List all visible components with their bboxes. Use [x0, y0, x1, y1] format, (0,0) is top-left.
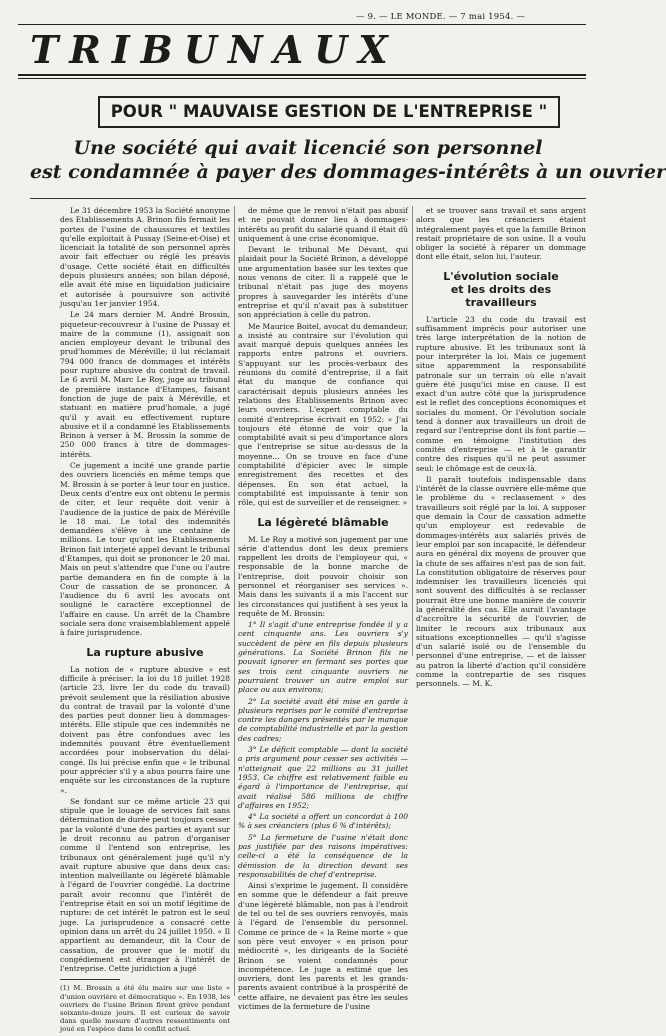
footnote-rule	[60, 979, 120, 980]
paragraph: Ainsi s'exprime le jugement. Il considère en somme que le défendeur a fait preuve d'une légèreté blâmable, non pas à l'endroit de tel ou tel de ses ouvriers renvoyés, mais à l'égard de l'ensemble du personnel. Comme ce prince de « la Reine morte » que son père veut envoyer « en prison pour médiocrité », les dirigeants de la Société Brinon se voient condamnés pour incompétence. Le juge a estimé que les ouvriers, dont les parents et les grands-parents avaient contribué à la prospérité de cette affaire, ne devaient pas être les seules victimes de la fermeture de l'usine	[238, 881, 408, 1012]
folio-line: — 9. — LE MONDE. — 7 mai 1954. —	[356, 12, 526, 22]
paragraph: Me Maurice Boitel, avocat du demandeur, a insisté au contraire sur l'évolution qui avait marqué depuis quelques années les rapports entre patrons et ouvriers. S'appuyant sur les procès-verbaux des réunions du comité d'entreprise, il a fait état du manque de confiance qui caractérisait depuis plusieurs années les relations des Etablissements Brinon avec leurs ouvriers. L'expert comptable du comité d'entreprise écrivait en 1952: « J'ai toujours été étonné de voir que la comptabilité avait si peu d'importance alors que l'entreprise se situe au-dessus de la moyenne... On se trouve en face d'une comptabilité d'épicier avec le simple enregistrement des recettes et des dépenses. En son état actuel, la comptabilité est impuissante à tenir son rôle, qui est de surveiller et de renseigner. »	[238, 321, 408, 508]
subheading-rupture-abusive: La rupture abusive	[86, 645, 204, 659]
footnote: (1) M. Brossin a été élu maire sur une liste « d'union ouvrière et démocratique ». En 1938, les ouvriers de l'usine Brinon firent grève pendant soixante-douze jours. Il est curieux de savoir dans quelle mesure d'autres ressentiments ont joué en l'espèce dans le conflit actuel.	[60, 984, 230, 1034]
section-rule-thin	[18, 78, 586, 79]
paragraph: Se fondant sur ce même article 23 qui stipule que le louage de services fait sans détermination de durée peut toujours cesser par la volonté d'une des parties et ayant sur le droit reconnu au patron d'organiser comme il l'entend son entreprise, les tribunaux ont généralement jugé qu'il n'y avait rupture abusive que dans deux cas: intention malveillante ou légèreté blâmable à l'égard de l'ouvrier congédié. La doctrine paraît avoir reconnu que l'intérêt de l'entreprise était en soi un motif légitime de rupture: de cet intérêt le patron est le seul juge. La jurisprudence a consacré cette opinion dans un arrêt du 24 juillet 1950. « Il appartient au demandeur, dit la Cour de cassation, de prouver que le motif du congédiement est étranger à l'intérêt de l'entreprise. Cette juridiction a jugé	[60, 796, 231, 974]
paragraph: 1° Il s'agit d'une entreprise fondée il y a cent cinquante ans. Les ouvriers s'y succèdent de père en fils depuis plusieurs générations. La Société Brinon fils ne pouvait ignorer en fermant ses portes que ses trois cent cinquante ouvriers ne pourraient trouver un autre emploi sur place ou aux environs;	[238, 620, 408, 695]
column-divider-1	[234, 206, 235, 996]
paragraph: et se trouver sans travail et sans argent alors que les créanciers étaient intégralement payés et que la famille Brinon restait propriétaire de son usine. Il a voulu obliger la société à réparer un dommage dont elle était, selon lui, l'auteur.	[416, 206, 586, 262]
top-rule	[18, 24, 586, 25]
subheading-evolution-sociale	[416, 270, 586, 309]
paragraph: Le 24 mars dernier M. André Brossin, piqueteur-recouvreur à l'usine de Pussay et maire de la commune (1), assignait son ancien employeur devant le tribunal des prud'hommes de Méréville; il lui réclamait 794 000 francs de dommages et intérêts pour rupture abusive du contrat de travail. Le 6 avril M. Marc Le Roy, juge au tribunal de première instance d'Etampes, faisant fonction de juge de paix à Méréville, et statuant en matière prud'homale, a jugé qu'il y avait eu effectivement rupture abusive et il a condamné les Etablissements Brinon à verser à M. Brossin la somme de 250 000 francs à titre de dommages-intérêts.	[60, 310, 230, 459]
subheading-line-2: et les droits des travailleurs	[450, 282, 552, 309]
paragraph: de même que le renvoi n'était pas abusif et ne pouvait donner lieu à dommages-intérêts au profit du salarié quand il était dû uniquement à une crise économique.	[238, 206, 408, 243]
column-2	[238, 206, 408, 1013]
subheading-legerete-blamable: La légèreté blâmable	[257, 515, 389, 529]
paragraph: L'article 23 du code du travail est suffisamment imprécis pour autoriser une très large interprétation de la notion de rupture abusive. Et les tribunaux sont là pour interpréter la loi. Mais ce jugement situe apparemment la responsabilité patronale sur un terrain où elle n'avait guère été jusqu'ici mise en cause. Il est exact d'un autre côté que la jurisprudence est le reflet des conceptions économiques et sociales du moment. Or l'évolution sociale tend à donner aux travailleurs un droit de regard sur l'entreprise dont ils font partie — comme en témoigne l'institution des comités d'entreprise — et à le garantir contre des risques qu'il ne peut assumer seul: le chômage est de ceux-là.	[416, 314, 586, 473]
section-title: TRIBUNAUX	[30, 27, 399, 72]
paragraph: 2° La société avait été mise en garde à plusieurs reprises par le comité d'entreprise contre les dangers présentés par le manque de comptabilité industrielle et par la gestion des cadres;	[238, 696, 408, 743]
headline-rule	[30, 198, 586, 199]
paragraph: Devant le tribunal Me Dévant, qui plaidait pour la Société Brinon, a développé une argumentation basée sur les textes que nous venons de citer. Il a rappelé que le tribunal n'était pas juge des moyens propres à sauvegarder les intérêts d'une entreprise et qu'il n'avait pas à substituer son appréciation à celle du patron.	[238, 245, 408, 320]
headline-line-2: est condamnée à payer des dommages-intérêts à un ouvrier	[30, 161, 666, 183]
paragraph: 5° La fermeture de l'usine n'était donc pas justifiée par des raisons impératives: celle-ci a été la conséquence de la démission de la direction devant ses responsabilités de chef d'entreprise.	[238, 832, 408, 879]
article-headline	[30, 136, 666, 184]
column-3	[416, 206, 586, 691]
column-1	[60, 206, 230, 1036]
headline-line-1: Une société qui avait licencié son personnel	[73, 137, 543, 159]
paragraph: Il paraît toutefois indispensable dans l'intérêt de la classe ouvrière elle-même que le problème du « reclassement » des travailleurs soit réglé par la loi. A supposer que demain la Cour de cassation admette qu'un employeur est redevable de dommages-intérêts aux salariés privés de leur emploi par son incapacité, le défendeur aura en général dix moyens de prouver que la chute de ses affaires n'est pas de son fait. La constitution obligatoire de réserves pour indemniser les travailleurs licenciés qui sont souvent des difficultés à se reclasser pourrait être une bonne manière de couvrir la généralité des cas. Elle aurait l'avantage d'accroître la sécurité de l'ouvrier, de limiter le recours aux tribunaux aux situations exceptionnelles — qu'il s'agisse d'un salarié isolé ou de l'ensemble du personnel d'une entreprise, — et de laisser au patron la liberté d'action qu'il considère comme la contrepartie de ses risques personnels. — M. K.	[416, 474, 586, 689]
paragraph: La notion de « rupture abusive » est difficile à préciser: la loi du 18 juillet 1928 (article 23, livre Ier du code du travail) prévoit seulement que la résiliation abusive du contrat de travail par la volonté d'une des parties peut donner lieu à dommages-intérêts. Elle stipule que ces indemnités ne doivent pas être confondues avec les indemnités pouvant être éventuellement accordées pour inobservation du délai-congé. Ils lui précise enfin que « le tribunal pour apprécier s'il y a abus pourra faire une enquête sur les circonstances de la rupture ».	[60, 664, 230, 795]
article-kicker: POUR " MAUVAISE GESTION DE L'ENTREPRISE "	[110, 102, 548, 121]
paragraph: M. Le Roy a motivé son jugement par une série d'attendus dont les deux premiers rappellent les droits de l'employeur qui, « responsable de la bonne marche de l'entreprise, doit pouvoir choisir son personnel et réorganiser ses services ». Mais dans les suivants il a mis l'accent sur les circonstances qui justifient à ses yeux la requête de M. Brossin:	[238, 534, 408, 618]
paragraph: 4° La société a offert un concordat à 100 % à ses créanciers (plus 6 % d'intérêts);	[238, 812, 408, 831]
paragraph: Le 31 décembre 1953 la Société anonyme des Etablissements A. Brinon fils fermait les portes de l'usine de chaussures et textiles qu'elle exploitait à Pussay (Seine-et-Oise) et licenciait la totalité de son personnel après avoir fait effectuer ou réglé les préavis d'usage. Cette société était en difficultés depuis plusieurs années; son bilan déposé, elle avait été mise en liquidation judiciaire et autorisée à poursuivre son activité jusqu'au 1er janvier 1954.	[60, 206, 230, 308]
subheading-line-1: L'évolution sociale	[443, 269, 559, 283]
paragraph: Ce jugement a incité une grande partie des ouvriers licenciés en même temps que M. Brossin à se porter à leur tour en justice. Deux cents d'entre eux ont obtenu le permis de citer, et leur requête doit venir à l'audience de la justice de paix de Méréville le 18 mai. Le total des indemnités demandées s'élève à une centaine de millions. Le tour qu'ont les Etablissements Brinon fait interjeté appel devant le tribunal d'Etampes, qui doit se prononcer le 20 mai. Mais on peut s'attendre que l'une ou l'autre partie demandera en fin de compte à la Cour de cassation de se prononcer. A l'audience du 6 avril les avocats ont souligné le caractère exceptionnel de l'affaire en cause. Un arrêt de la Chambre sociale sera donc vraisemblablement appelé à faire jurisprudence.	[60, 461, 230, 638]
column-divider-2	[412, 206, 413, 656]
section-rule-thick	[18, 74, 586, 76]
paragraph: 3° Le déficit comptable — dont la société a pris argument pour cesser ses activités — n'atteignait que 22 millions au 31 juillet 1953. Ce chiffre est relativement faible eu égard à l'importance de l'entreprise, qui avait réalisé 586 millions de chiffre d'affaires en 1952;	[238, 745, 408, 810]
